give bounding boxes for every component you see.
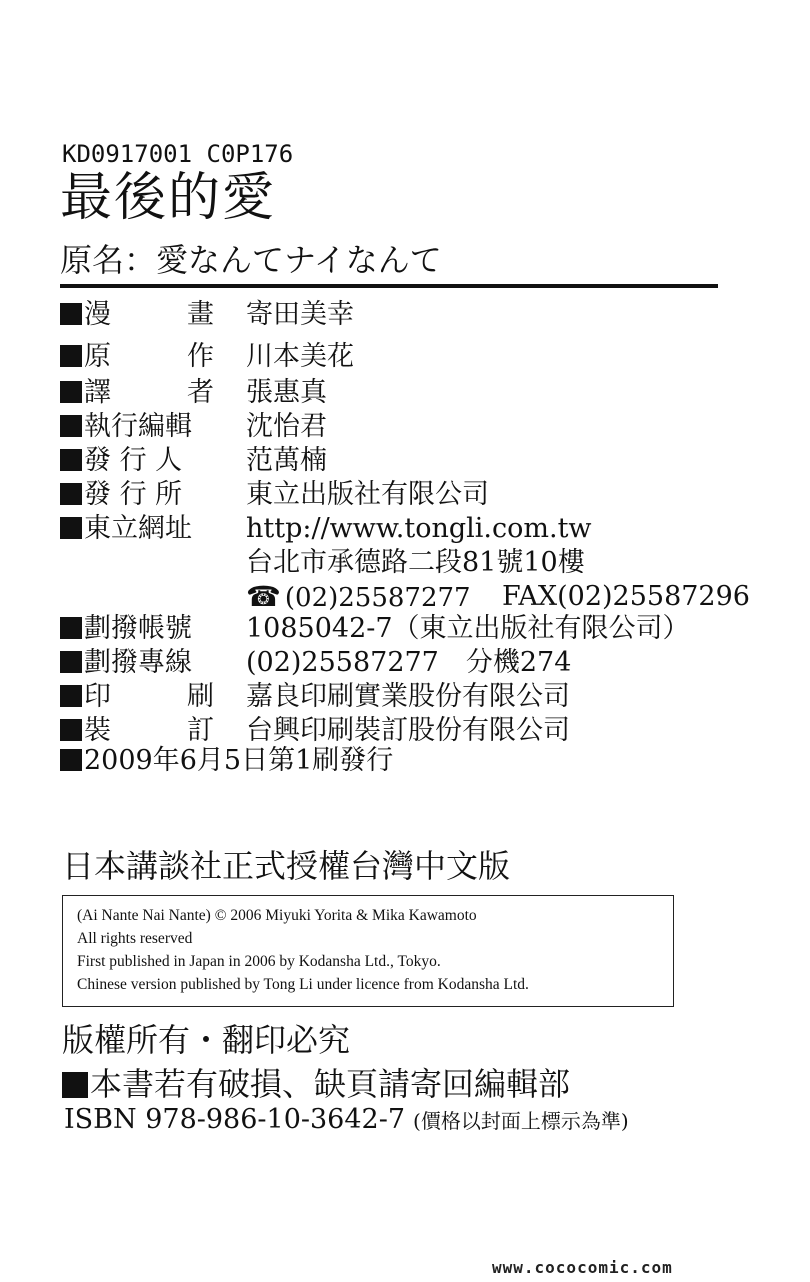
copyright-line: First published in Japan in 2006 by Kodansha Ltd., Tokyo.: [77, 953, 441, 970]
bullet-square-icon: [60, 345, 82, 367]
title-divider: [60, 284, 718, 288]
watermark: www.cococomic.com: [492, 1258, 673, 1277]
credit-value: 沈怡君: [246, 411, 327, 442]
telephone-icon: ☎: [246, 580, 281, 613]
bullet-square-icon: [60, 415, 82, 437]
copyright-line: Chinese version published by Tong Li under licence from Kodansha Ltd.: [77, 976, 529, 993]
website-url: http://www.tongli.com.tw: [246, 513, 592, 544]
bullet-square-icon: [60, 483, 82, 505]
credit-value: 東立出版社有限公司: [246, 479, 489, 510]
credit-label: 裝 訂: [60, 714, 240, 748]
credit-value: 台興印刷裝訂股份有限公司: [246, 715, 570, 746]
credit-label: 原 作: [60, 340, 240, 374]
credit-value: 川本美花: [246, 341, 354, 372]
catalog-code: KD0917001 C0P176: [62, 140, 294, 168]
isbn-line: [64, 1101, 629, 1140]
credit-label: 發 行 所: [60, 478, 240, 512]
book-title: 最後的愛: [60, 168, 277, 228]
credit-label: 劃撥帳號: [60, 612, 240, 646]
bullet-square-icon: [60, 517, 82, 539]
credit-label: 發 行 人: [60, 444, 240, 478]
price-note: (價格以封面上標示為準): [413, 1109, 629, 1133]
bullet-square-icon: [60, 651, 82, 673]
credit-label: 漫 畫: [60, 298, 240, 332]
bullet-square-icon: [60, 381, 82, 403]
fax-number: FAX(02)25587296: [502, 581, 750, 612]
license-statement: 日本講談社正式授權台灣中文版: [62, 847, 511, 885]
credit-label: 劃撥專線: [60, 646, 240, 680]
credit-value: 范萬楠: [246, 445, 327, 476]
phone-number: ☎ (02)25587277: [246, 580, 471, 613]
bullet-square-icon: [60, 719, 82, 741]
copyright-line: (Ai Nante Nai Nante) © 2006 Miyuki Yorita & Mika Kawamoto: [77, 907, 477, 924]
bullet-square-icon: [60, 685, 82, 707]
isbn: ISBN 978-986-10-3642-7: [64, 1104, 406, 1135]
release-date: 2009年6月5日第1刷發行: [60, 744, 393, 778]
credit-value: 1085042-7（東立出版社有限公司）: [246, 613, 690, 644]
credit-label: 執行編輯: [60, 410, 240, 444]
bullet-square-icon: [60, 617, 82, 639]
credit-value: 嘉良印刷實業股份有限公司: [246, 681, 570, 712]
credit-label: 譯 者: [60, 376, 240, 410]
rights-notice: 版權所有・翻印必究: [62, 1021, 351, 1059]
bullet-square-icon: [60, 303, 82, 325]
credit-value: (02)25587277 分機274: [246, 647, 572, 678]
original-title: 原名：愛なんてナイなんて: [60, 241, 442, 279]
damage-notice: 本書若有破損、缺頁請寄回編輯部: [62, 1064, 570, 1104]
bullet-square-icon: [60, 449, 82, 471]
credit-value: 寄田美幸: [246, 299, 354, 330]
bullet-square-icon: [62, 1072, 88, 1098]
credit-label: 印 刷: [60, 680, 240, 714]
copyright-box: [62, 895, 674, 1007]
credit-label: 東立網址: [60, 512, 240, 546]
address: 台北市承德路二段81號10樓: [246, 547, 585, 578]
phone-row: [60, 580, 760, 614]
credit-value: 張惠真: [246, 377, 327, 408]
bullet-square-icon: [60, 749, 82, 771]
copyright-line: All rights reserved: [77, 930, 193, 947]
